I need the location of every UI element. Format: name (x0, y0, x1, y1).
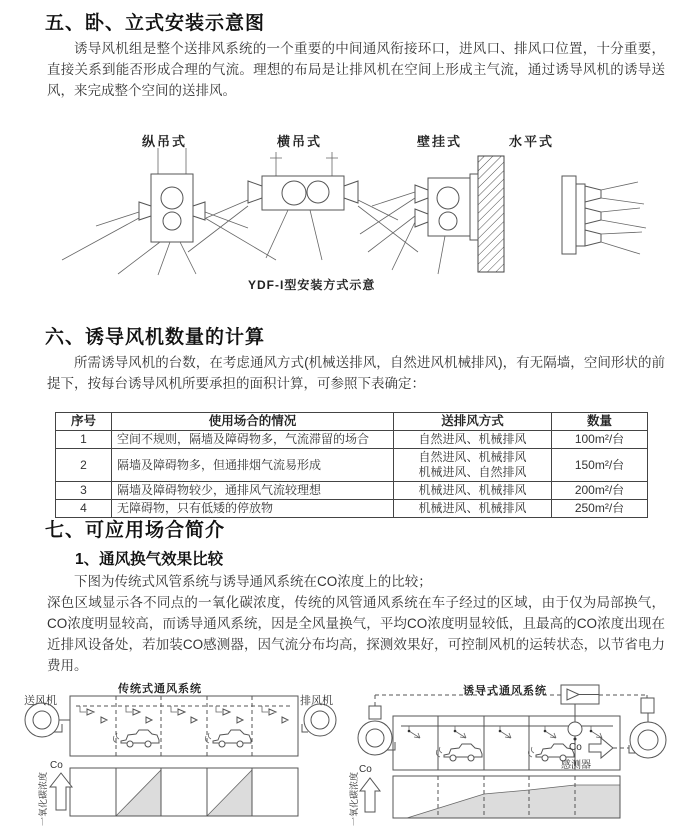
co-sensor-unit: Co (569, 742, 582, 753)
col-header-quantity: 数量 (552, 413, 648, 431)
cell-mode: 自然进风、机械排风 机械进风、自然排风 (394, 449, 552, 482)
exhaust-fan-icon (302, 704, 336, 736)
induction-system-drawing (345, 680, 700, 826)
traditional-system-diagram (0, 680, 345, 826)
section5-heading: 五、卧、立式安装示意图 (45, 13, 266, 34)
diagram-label-horizontal: 水平式 (509, 134, 555, 149)
section7-paragraph1: 下图为传统式风管系统与诱导通风系统在CO浓度上的比较； (74, 574, 432, 589)
diagram-caption: YDF-I型安装方式示意 (248, 278, 376, 292)
section5-paragraph: 诱导风机组是整个送排风系统的一个重要的中间通风衔接环口，进风口、排风口位置，十分重要，直接关系到能否形成合理的气流。理想的布局是让排风机在空间上形成主气流，通过诱导风机的诱导送风，来完成整个空间的送排风。 (47, 41, 665, 98)
car-icon (436, 744, 482, 761)
traditional-title: 传统式通风系统 (118, 683, 202, 695)
cell-no: 2 (56, 449, 112, 482)
induction-supply-fan-icon (358, 706, 395, 755)
cell-situation: 隔墙及障碍物较少，通排风气流较理想 (112, 482, 394, 500)
co-axis-unit: Co (359, 764, 372, 775)
cell-mode: 自然进风、机械排风 (394, 431, 552, 449)
col-header-mode: 送排风方式 (394, 413, 552, 431)
co-sensor-icon (568, 722, 582, 741)
exhaust-fan-label: 排风机 (300, 695, 333, 707)
co-sensor-label: 感测器 (561, 760, 591, 771)
unit-horizontal-icon (562, 176, 646, 254)
unit-vertical-hanging-icon (62, 148, 276, 275)
cell-quantity: 250m²/台 (552, 500, 648, 518)
table-row (56, 482, 648, 500)
co-chart-traditional (70, 768, 298, 816)
section7-paragraph2: 深色区域显示各不同点的一氧化碳浓度，传统的风管通风系统在车子经过的区域，由于仅为局部换气，CO浓度明显较高，而诱导通风系统，因是全风量换气，平均CO浓度明显较低，且最高的CO浓度出现在近排风设备处，若加装CO感测器，因气流分布均高，探测效果好，可控制风机的运转状态，以节省电力费用。 (47, 595, 665, 673)
car-icon (113, 730, 159, 747)
table-header-row (56, 413, 648, 431)
car-icon (205, 730, 251, 747)
co-axis-label: 一氧化碳浓度 (349, 771, 359, 826)
cell-mode: 机械进风、机械排风 (394, 500, 552, 518)
wall-hatch (478, 156, 504, 272)
supply-fan-icon (25, 703, 62, 737)
up-arrow-icon (360, 778, 380, 812)
unit-wall-mounted-icon (360, 156, 504, 274)
cell-mode: 机械进风、机械排风 (394, 482, 552, 500)
fan-quantity-table (55, 412, 648, 518)
section6-heading: 六、诱导风机数量的计算 (45, 327, 266, 348)
unit-horizontal-hanging-icon (188, 152, 418, 260)
co-axis-label: 一氧化碳浓度 (38, 771, 48, 826)
diagram-label-wall-mounted: 壁挂式 (417, 134, 463, 149)
diagram-label-horizontal-hanging: 横吊式 (277, 134, 323, 149)
co-chart-induction (393, 776, 620, 818)
up-arrow-icon (50, 773, 72, 810)
diagram-label-vertical-hanging: 纵吊式 (142, 134, 188, 149)
table-row (56, 431, 648, 449)
induction-system-diagram (345, 680, 700, 826)
installation-diagram (0, 148, 700, 276)
cell-situation: 隔墙及障碍物多，但通排烟气流易形成 (112, 449, 394, 482)
induction-exhaust-fan-icon (629, 698, 666, 758)
section7-subheading: 1、通风换气效果比较 (75, 551, 224, 568)
cell-no: 1 (56, 431, 112, 449)
induction-title: 诱导式通风系统 (463, 685, 547, 697)
cell-quantity: 100m²/台 (552, 431, 648, 449)
cell-no: 4 (56, 500, 112, 518)
cell-no: 3 (56, 482, 112, 500)
co-axis-unit: Co (50, 760, 63, 771)
controller-icon (561, 685, 599, 704)
right-arrow-icon (589, 738, 613, 758)
col-header-situation: 使用场合的情况 (112, 413, 394, 431)
cell-situation: 空间不规则，隔墙及障碍物多，气流滞留的场合 (112, 431, 394, 449)
section7-heading: 七、可应用场合简介 (45, 520, 226, 541)
duct-arrows (80, 706, 288, 723)
cell-situation: 无障碍物，只有低矮的停放物 (112, 500, 394, 518)
section6-paragraph: 所需诱导风机的台数，在考虑通风方式(机械送排风，自然进风机械排风)，有无隔墙，空间形状的前提下，按每台诱导风机所要承担的面积计算，可参照下表确定： (47, 355, 665, 391)
table-row (56, 449, 648, 482)
supply-fan-label: 送风机 (24, 695, 57, 707)
cell-quantity: 200m²/台 (552, 482, 648, 500)
col-header-no: 序号 (56, 413, 112, 431)
cell-quantity: 150m²/台 (552, 449, 648, 482)
